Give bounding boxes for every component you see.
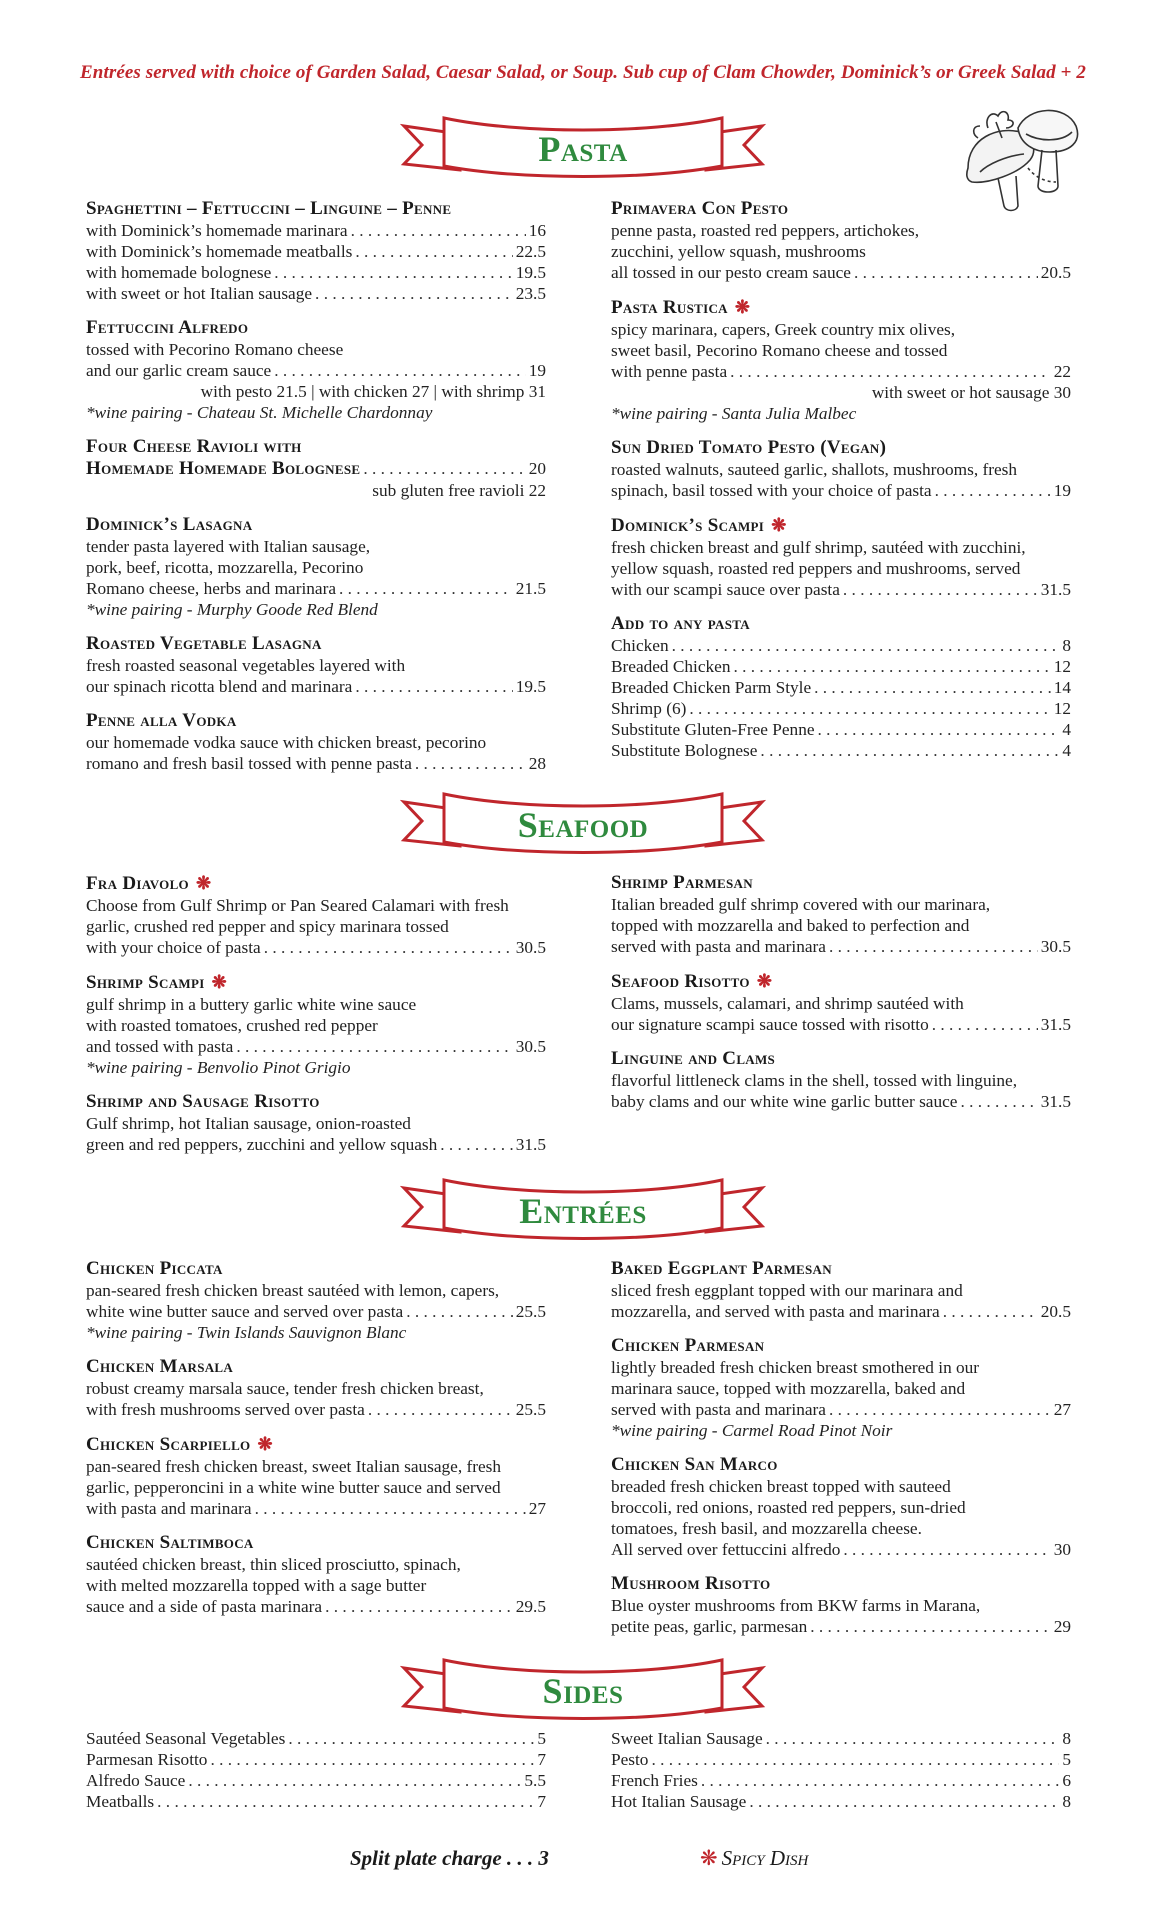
menu-item-fettuccini-alfredo (86, 317, 546, 423)
price-line: Chicken . . . 8 (611, 635, 1071, 656)
item-name: Four Cheese Ravioli with (86, 436, 302, 457)
item-description: with melted mozzarella topped with a sage butter (86, 1576, 427, 1595)
leader-dots (264, 937, 513, 958)
leader-dots (733, 656, 1050, 677)
entree-sides-note: Entrées served with choice of Garden Salad, Caesar Salad, or Soup. Sub cup of Clam Chowder, Dominick’s or Greek Salad + 2 (80, 62, 1086, 83)
price-line: our signature scampi sauce tossed with risotto . . . 31.5 (611, 1014, 1071, 1035)
item-name: Add to any pasta (611, 613, 750, 634)
item-description: robust creamy marsala sauce, tender fresh chicken breast, (86, 1379, 484, 1398)
item-options: with pesto 21.5 | with chicken 27 | with shrimp 31 (200, 382, 546, 401)
leader-dots (325, 1596, 513, 1617)
section-title-entrees: Entrées (519, 1191, 647, 1231)
item-description: yellow squash, roasted red peppers and mushrooms, served (611, 559, 1021, 578)
menu-item-chicken-marsala (86, 1356, 546, 1420)
item-options: with sweet or hot sausage 30 (871, 383, 1071, 402)
price-line: with homemade bolognese . . . 19.5 (86, 262, 546, 283)
wine-pairing: *wine pairing - Carmel Road Pinot Noir (611, 1421, 893, 1440)
price-line: and our garlic cream sauce . . . 19 (86, 360, 546, 381)
item-name: Linguine and Clams (611, 1048, 776, 1069)
item-description: sweet basil, Pecorino Romano cheese and tossed (611, 341, 948, 360)
leader-dots (672, 635, 1060, 656)
item-name: Sun Dried Tomato Pesto (Vegan) (611, 437, 887, 458)
side-item: Sautéed Seasonal Vegetables . . . 5 (86, 1728, 546, 1749)
menu-item-four-cheese-ravioli (86, 436, 546, 501)
item-description: pan-seared fresh chicken breast, sweet Italian sausage, fresh (86, 1457, 502, 1476)
item-description: zucchini, yellow squash, mushrooms (611, 242, 866, 261)
item-description: roasted walnuts, sauteed garlic, shallots, mushrooms, fresh (611, 460, 1018, 479)
leader-dots (829, 936, 1038, 957)
price-line: baby clams and our white wine garlic butter sauce . . . 31.5 (611, 1091, 1071, 1112)
price-line: petite peas, garlic, parmesan . . . 29 (611, 1616, 1071, 1637)
leader-dots (255, 1498, 526, 1519)
item-description: tossed with Pecorino Romano cheese (86, 340, 344, 359)
item-name: Seafood Risotto ❋ (611, 971, 773, 992)
leader-dots (274, 360, 526, 381)
leader-dots (157, 1791, 534, 1812)
leader-dots (766, 1728, 1060, 1749)
leader-dots (339, 578, 513, 599)
leader-dots (355, 676, 512, 697)
leader-dots (730, 361, 1051, 382)
item-description: garlic, pepperoncini in a white wine butter sauce and served (86, 1478, 501, 1497)
leader-dots (935, 480, 1051, 501)
item-description: Blue oyster mushrooms from BKW farms in Marana, (611, 1596, 981, 1615)
menu-item-chicken-parmesan (611, 1335, 1071, 1441)
price-line: served with pasta and marinara . . . 30.5 (611, 936, 1071, 957)
item-name: Chicken Piccata (86, 1258, 223, 1279)
item-name: Shrimp Scampi ❋ (86, 972, 228, 993)
leader-dots (760, 740, 1059, 761)
menu-item-penne-alla-vodka (86, 710, 546, 774)
spicy-icon: ❋ (196, 873, 212, 893)
side-item: Parmesan Risotto . . . 7 (86, 1749, 546, 1770)
price-line: mozzarella, and served with pasta and marinara . . . 20.5 (611, 1301, 1071, 1322)
item-name: Roasted Vegetable Lasagna (86, 633, 322, 654)
price-line: sauce and a side of pasta marinara . . . 29.5 (86, 1596, 546, 1617)
section-title-pasta: Pasta (538, 129, 628, 169)
price-line: all tossed in our pesto cream sauce . . . 20.5 (611, 262, 1071, 283)
menu-item-seafood-risotto (611, 970, 1071, 1035)
leader-dots (960, 1091, 1037, 1112)
price-line: green and red peppers, zucchini and yellow squash . . . 31.5 (86, 1134, 546, 1155)
side-item: Meatballs . . . 7 (86, 1791, 546, 1812)
spicy-icon: ❋ (734, 297, 751, 317)
leader-dots (236, 1036, 512, 1057)
item-description: pork, beef, ricotta, mozzarella, Pecorino (86, 558, 364, 577)
item-name: Shrimp Parmesan (611, 872, 753, 893)
seafood-banner (400, 780, 766, 860)
wine-pairing: *wine pairing - Benvolio Pinot Grigio (86, 1058, 351, 1077)
item-description: broccoli, red onions, roasted red peppers, sun-dried (611, 1498, 966, 1517)
price-line: with pasta and marinara . . . 27 (86, 1498, 546, 1519)
item-description: Italian breaded gulf shrimp covered with our marinara, (611, 895, 991, 914)
price-line: spinach, basil tossed with your choice of pasta . . . 19 (611, 480, 1071, 501)
item-name: Chicken San Marco (611, 1454, 778, 1475)
item-description: lightly breaded fresh chicken breast smothered in our (611, 1358, 980, 1377)
item-description: flavorful littleneck clams in the shell, tossed with linguine, (611, 1071, 1018, 1090)
wine-pairing: *wine pairing - Santa Julia Malbec (611, 404, 857, 423)
pasta-banner (400, 104, 766, 184)
side-item: Pesto . . . 5 (611, 1749, 1071, 1770)
item-name: Penne alla Vodka (86, 710, 237, 731)
item-description: fresh roasted seasonal vegetables layered with (86, 656, 406, 675)
leader-dots (406, 1301, 513, 1322)
leader-dots (814, 677, 1051, 698)
item-description: sliced fresh eggplant topped with our marinara and (611, 1281, 963, 1300)
leader-dots (943, 1301, 1038, 1322)
leader-dots (689, 698, 1050, 719)
item-description: breaded fresh chicken breast topped with sauteed (611, 1477, 951, 1496)
price-line: served with pasta and marinara . . . 27 (611, 1399, 1071, 1420)
item-description: with roasted tomatoes, crushed red pepper (86, 1016, 378, 1035)
item-name: Primavera Con Pesto (611, 198, 789, 219)
leader-dots (818, 719, 1060, 740)
spicy-icon: ❋ (700, 1846, 718, 1870)
menu-item-chicken-saltimboca (86, 1532, 546, 1617)
entrees-right-column (611, 1258, 1071, 1650)
leader-dots (351, 220, 526, 241)
item-description: tomatoes, fresh basil, and mozzarella cheese. (611, 1519, 922, 1538)
side-item: French Fries . . . 6 (611, 1770, 1071, 1791)
menu-item-spaghettini (86, 198, 546, 304)
price-line: with sweet or hot Italian sausage . . . 23.5 (86, 283, 546, 304)
price-line: Breaded Chicken . . . 12 (611, 656, 1071, 677)
wine-pairing: *wine pairing - Chateau St. Michelle Chardonnay (86, 403, 433, 422)
item-description: our homemade vodka sauce with chicken breast, pecorino (86, 733, 487, 752)
price-line: and tossed with pasta . . . 30.5 (86, 1036, 546, 1057)
item-description: Clams, mussels, calamari, and shrimp sautéed with (611, 994, 964, 1013)
item-description: Gulf shrimp, hot Italian sausage, onion-roasted (86, 1114, 411, 1133)
item-name: Pasta Rustica ❋ (611, 297, 751, 318)
item-name: Chicken Marsala (86, 1356, 234, 1377)
item-description: pan-seared fresh chicken breast sautéed with lemon, capers, (86, 1281, 500, 1300)
spicy-icon: ❋ (756, 971, 773, 991)
item-name: Chicken Parmesan (611, 1335, 765, 1356)
price-line: Breaded Chicken Parm Style . . . 14 (611, 677, 1071, 698)
price-line: with your choice of pasta . . . 30.5 (86, 937, 546, 958)
price-line: with Dominick’s homemade meatballs . . . 22.5 (86, 241, 546, 262)
menu-item-linguine-clams (611, 1048, 1071, 1112)
price-line: white wine butter sauce and served over pasta . . . 25.5 (86, 1301, 546, 1322)
menu-item-pasta-rustica (611, 296, 1071, 424)
price-line: with Dominick’s homemade marinara . . . 16 (86, 220, 546, 241)
item-description: Choose from Gulf Shrimp or Pan Seared Calamari with fresh (86, 896, 509, 915)
spicy-dish-legend: ❋ Spicy Dish (700, 1846, 809, 1870)
side-item: Alfredo Sauce . . . 5.5 (86, 1770, 546, 1791)
price-line: Romano cheese, herbs and marinara . . . 21.5 (86, 578, 546, 599)
item-name: Chicken Saltimboca (86, 1532, 254, 1553)
menu-item-lasagna (86, 514, 546, 620)
leader-dots (749, 1791, 1059, 1812)
menu-item-add-to-pasta (611, 613, 1071, 761)
menu-item-chicken-san-marco (611, 1454, 1071, 1560)
wine-pairing: *wine pairing - Murphy Goode Red Blend (86, 600, 378, 619)
item-description: marinara sauce, topped with mozzarella, baked and (611, 1379, 966, 1398)
item-description: tender pasta layered with Italian sausage, (86, 537, 371, 556)
item-name: Spaghettini – Fettuccini – Linguine – Penne (86, 198, 452, 219)
menu-item-dominicks-scampi (611, 514, 1071, 600)
sides-banner (400, 1646, 766, 1726)
menu-item-mushroom-risotto (611, 1573, 1071, 1637)
item-description: garlic, crushed red pepper and spicy marinara tossed (86, 917, 449, 936)
item-description: spicy marinara, capers, Greek country mix olives, (611, 320, 956, 339)
item-options: sub gluten free ravioli 22 (372, 481, 546, 500)
leader-dots (415, 753, 526, 774)
item-name: Dominick’s Lasagna (86, 514, 253, 535)
menu-item-fra-diavolo (86, 872, 546, 958)
item-description: fresh chicken breast and gulf shrimp, sautéed with zucchini, (611, 538, 1026, 557)
price-line: our spinach ricotta blend and marinara . . . 19.5 (86, 676, 546, 697)
price-line: Homemade Homemade Bolognese . . . 20 (86, 458, 546, 480)
leader-dots (355, 241, 512, 262)
leader-dots (651, 1749, 1059, 1770)
entrees-left-column (86, 1258, 546, 1630)
spicy-icon: ❋ (257, 1434, 273, 1454)
leader-dots (843, 579, 1038, 600)
pasta-left-column (86, 198, 546, 787)
price-line: with our scampi sauce over pasta . . . 31.5 (611, 579, 1071, 600)
menu-item-shrimp-sausage-risotto (86, 1091, 546, 1155)
spicy-icon: ❋ (211, 972, 228, 992)
leader-dots (932, 1014, 1038, 1035)
pasta-right-column (611, 198, 1071, 774)
item-name: Mushroom Risotto (611, 1573, 771, 1594)
leader-dots (363, 458, 525, 479)
leader-dots (368, 1399, 513, 1420)
price-line: Substitute Bolognese . . . 4 (611, 740, 1071, 761)
leader-dots (701, 1770, 1059, 1791)
leader-dots (843, 1539, 1050, 1560)
item-name: Fettuccini Alfredo (86, 317, 249, 338)
item-name: Baked Eggplant Parmesan (611, 1258, 832, 1279)
wine-pairing: *wine pairing - Twin Islands Sauvignon Blanc (86, 1323, 407, 1342)
menu-item-shrimp-parmesan (611, 872, 1071, 957)
leader-dots (188, 1770, 521, 1791)
item-name: Chicken Scarpiello ❋ (86, 1434, 273, 1455)
price-line: with penne pasta . . . 22 (611, 361, 1071, 382)
leader-dots (810, 1616, 1050, 1637)
menu-item-eggplant-parmesan (611, 1258, 1071, 1322)
leader-dots (288, 1728, 534, 1749)
menu-item-roasted-vegetable-lasagna (86, 633, 546, 697)
side-item: Sweet Italian Sausage . . . 8 (611, 1728, 1071, 1749)
item-description: penne pasta, roasted red peppers, artichokes, (611, 221, 920, 240)
price-line: Substitute Gluten-Free Penne . . . 4 (611, 719, 1071, 740)
price-line: romano and fresh basil tossed with penne pasta . . . 28 (86, 753, 546, 774)
item-description: topped with mozzarella and baked to perfection and (611, 916, 970, 935)
leader-dots (440, 1134, 512, 1155)
price-line: with fresh mushrooms served over pasta . . . 25.5 (86, 1399, 546, 1420)
sides-right-column (611, 1728, 1071, 1812)
menu-item-shrimp-scampi (86, 971, 546, 1078)
item-description: sautéed chicken breast, thin sliced prosciutto, spinach, (86, 1555, 461, 1574)
leader-dots (315, 283, 513, 304)
menu-item-sun-dried-tomato-pesto (611, 437, 1071, 501)
section-title-seafood: Seafood (517, 805, 649, 845)
price-line: Shrimp (6) . . . 12 (611, 698, 1071, 719)
price-line: All served over fettuccini alfredo . . . 30 (611, 1539, 1071, 1560)
entrees-banner (400, 1166, 766, 1246)
leader-dots (274, 262, 512, 283)
side-item: Hot Italian Sausage . . . 8 (611, 1791, 1071, 1812)
item-name: Shrimp and Sausage Risotto (86, 1091, 320, 1112)
section-title-sides: Sides (542, 1671, 624, 1711)
leader-dots (829, 1399, 1051, 1420)
seafood-left-column (86, 872, 546, 1168)
item-name: Fra Diavolo ❋ (86, 873, 212, 894)
item-description: gulf shrimp in a buttery garlic white wine sauce (86, 995, 417, 1014)
spicy-icon: ❋ (771, 515, 787, 535)
menu-item-primavera (611, 198, 1071, 283)
leader-dots (210, 1749, 534, 1770)
split-plate-charge: Split plate charge . . . 3 (350, 1846, 549, 1870)
menu-item-chicken-piccata (86, 1258, 546, 1343)
leader-dots (854, 262, 1038, 283)
menu-item-chicken-scarpiello (86, 1433, 546, 1519)
seafood-right-column (611, 872, 1071, 1125)
item-name: Dominick’s Scampi ❋ (611, 515, 787, 536)
sides-left-column (86, 1728, 546, 1812)
